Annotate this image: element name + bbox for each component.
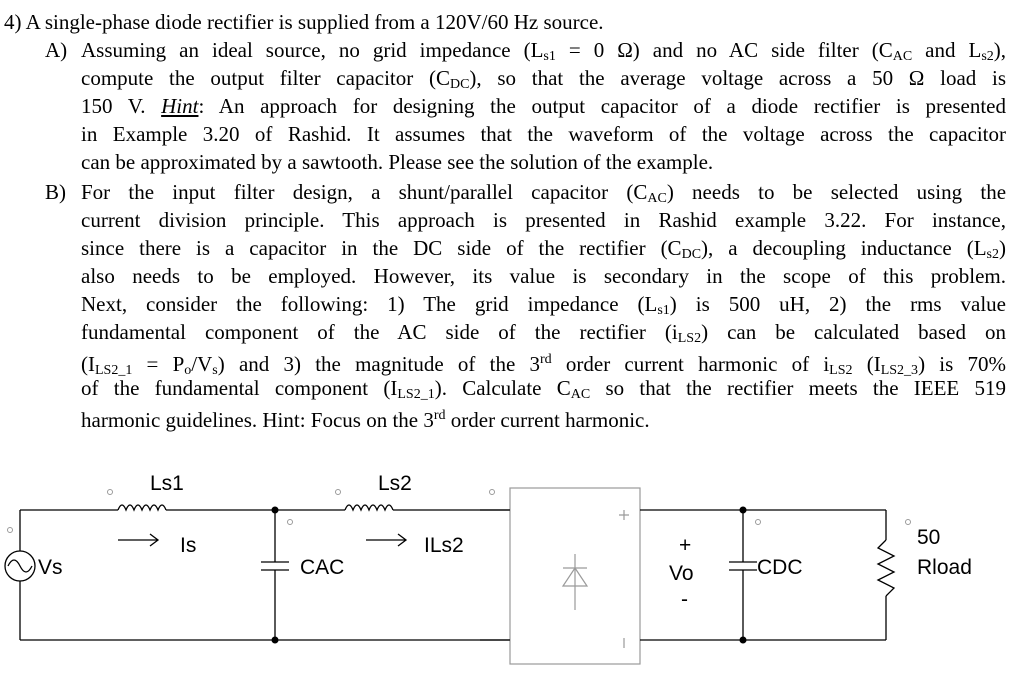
- part-b-line-4: also needs to be employed. However, its value is secondary in the scope of this problem.: [81, 264, 1006, 288]
- ls1-inductor: [118, 505, 166, 510]
- part-b-line-8: of the fundamental component $(I_{LS2\_1})$. Calculate $C_{AC}$ so that the rectifier meets the IEEE 519: [81, 376, 1006, 402]
- ils2-label: ILs2: [424, 534, 464, 557]
- vo-minus-label: -: [681, 588, 688, 611]
- rload-resistor: [878, 540, 894, 596]
- rload-label: Rload: [917, 556, 972, 579]
- cdc-label: CDC: [757, 556, 803, 579]
- node-marker: [756, 520, 761, 525]
- problem-intro: 4) A single-phase diode rectifier is supplied from a 120V/60 Hz source.: [4, 10, 604, 34]
- part-a-label: A): [45, 38, 68, 62]
- ls2-inductor: [345, 505, 393, 510]
- vo-label: Vo: [669, 562, 694, 585]
- part-b-line-6: fundamental component of the AC side of the rectifier $(i_{LS2})$ can be calculated based on: [81, 320, 1006, 346]
- rectifier-circuit-diagram: [0, 468, 1024, 689]
- part-b-line-5: Next, consider the following: 1) The grid impedance $(L_{s1})$ is 500 uH, 2) the rms value: [81, 292, 1006, 318]
- ils2-arrow: [366, 534, 406, 546]
- part-a-line-2: compute the output filter capacitor $(C_{DC})$, so that the average voltage across a 50 Ω load is: [81, 66, 1007, 92]
- part-b-line-7: $(I_{LS2\_1} = P_o/V_s)$ and 3) the magnitude of the 3rd order current harmonic of $i_{LS2}$ $(I_{LS2\_3})$ is 70%: [81, 352, 1006, 378]
- part-b-line-2: current division principle. This approach is presented in Rashid example 3.22. For instance,: [81, 208, 1006, 232]
- part-b-line-3: since there is a capacitor in the DC side of the rectifier $(C_{DC})$, a decoupling inductance $(L_{s2})$: [81, 236, 1006, 262]
- rload-value-label: 50: [917, 526, 941, 549]
- part-a-line-1: Assuming an ideal source, no grid impedance ($L_{s1} = 0$ Ω) and no AC side filter ($C_{AC}$ and $L_{s2}$),: [81, 38, 1007, 64]
- rectifier-dc-plus-mark: [619, 510, 629, 520]
- is-label: Is: [180, 534, 197, 557]
- node-marker: [490, 490, 495, 495]
- part-a-line-3: 150 V. Hint: An approach for designing the output capacitor of a diode rectifier is presented: [81, 94, 1006, 118]
- cac-label: CAC: [300, 556, 345, 579]
- part-b-label: B): [45, 180, 66, 204]
- vo-plus-label: +: [679, 534, 692, 557]
- ls1-label: Ls1: [150, 472, 184, 495]
- is-arrow: [118, 534, 158, 546]
- node-marker: [8, 528, 13, 533]
- vs-label: Vs: [38, 556, 63, 579]
- node-marker: [906, 520, 911, 525]
- node-marker: [336, 490, 341, 495]
- ls2-label: Ls2: [378, 472, 412, 495]
- part-a-line-5: can be approximated by a sawtooth. Please see the solution of the example.: [81, 150, 714, 174]
- vs-sine-wave: [8, 560, 32, 572]
- node-marker: [288, 520, 293, 525]
- part-b-line-9: harmonic guidelines. Hint: Focus on the 3rd order current harmonic.: [81, 408, 650, 432]
- node-marker: [108, 490, 113, 495]
- part-b-line-1: For the input filter design, a shunt/parallel capacitor $(C_{AC})$ needs to be selected using the: [81, 180, 1007, 206]
- part-a-line-4: in Example 3.20 of Rashid. It assumes that the waveform of the voltage across the capacitor: [81, 122, 1006, 146]
